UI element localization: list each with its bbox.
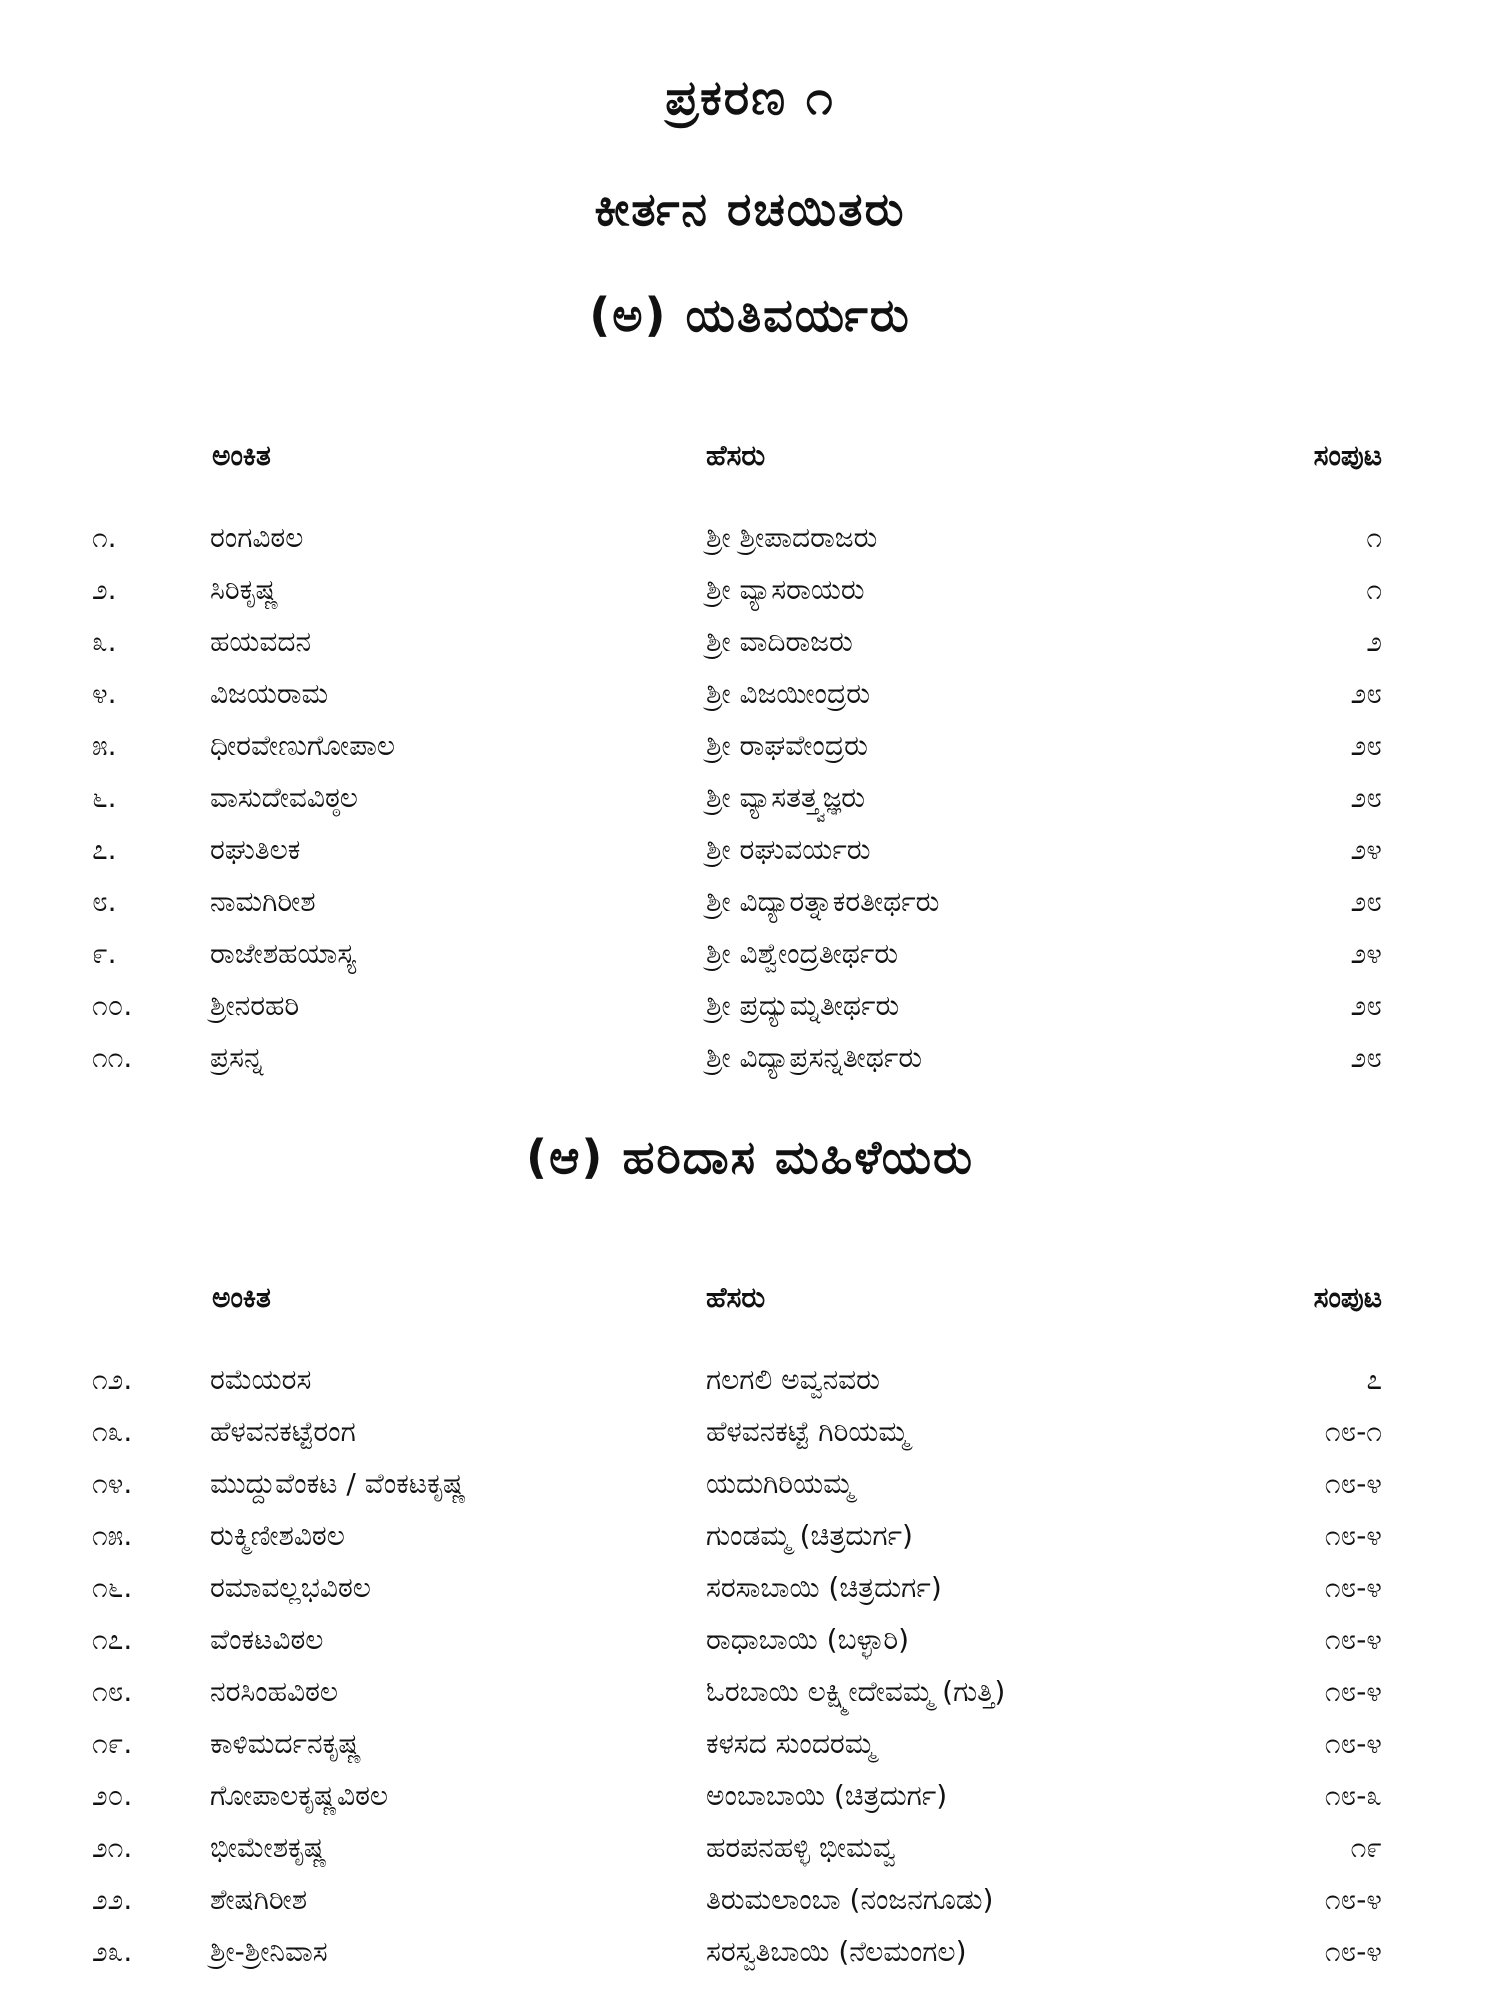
table-row — [0, 1770, 1500, 1822]
table-row — [0, 668, 1500, 720]
row-volume: ೧೮-೪ — [1324, 1519, 1382, 1552]
table-row — [0, 616, 1500, 668]
table-row — [0, 1406, 1500, 1458]
row-name: ಶ್ರೀ ಶ್ರೀಪಾದರಾಜರು — [706, 521, 878, 554]
row-volume: ೨೪ — [1350, 833, 1382, 866]
row-ankita: ರಘುತಿಲಕ — [210, 833, 301, 866]
row-name: ಶ್ರೀ ವಿದ್ಯಾರತ್ನಾಕರತೀರ್ಥರು — [706, 885, 940, 918]
chapter-heading: ಪ್ರಕರಣ ೧ — [665, 70, 835, 126]
row-volume: ೨೮ — [1350, 729, 1382, 762]
row-name: ಶ್ರೀ ವಿಜಯೀಂದ್ರರು — [706, 677, 870, 710]
row-ankita: ವಾಸುದೇವವಿಠ್ಠಲ — [210, 781, 358, 814]
row-ankita: ಭೀಮೇಶಕೃಷ್ಣ — [210, 1831, 327, 1864]
table-row — [0, 1562, 1500, 1614]
table-row — [0, 928, 1500, 980]
row-ankita: ಕಾಳಿಮರ್ದನಕೃಷ್ಣ — [210, 1727, 362, 1760]
row-name: ಶ್ರೀ ರಾಘವೇಂದ್ರರು — [706, 729, 868, 762]
row-ankita: ಸಿರಿಕೃಷ್ಣ — [210, 573, 279, 606]
row-volume: ೧೮-೪ — [1324, 1727, 1382, 1760]
row-ankita: ಗೋಪಾಲಕೃಷ್ಣವಿಠಲ — [210, 1779, 389, 1812]
row-number: ೧. — [92, 521, 117, 554]
row-name: ಶ್ರೀ ವಾದಿರಾಜರು — [706, 625, 853, 658]
row-volume: ೧೮-೧ — [1324, 1415, 1382, 1448]
row-name: ಸರಸ್ವತಿಬಾಯಿ (ನೆಲಮಂಗಲ) — [706, 1935, 967, 1968]
row-volume: ೭ — [1366, 1363, 1382, 1396]
column-header-ankita: ಅಂಕಿತ — [212, 439, 271, 472]
table-row — [0, 1510, 1500, 1562]
row-number: ೧೫. — [92, 1519, 133, 1552]
row-ankita: ಪ್ರಸನ್ನ — [210, 1041, 264, 1074]
row-number: ೧೩. — [92, 1415, 133, 1448]
row-volume: ೧ — [1366, 521, 1382, 554]
column-header-ankita: ಅಂಕಿತ — [212, 1281, 271, 1314]
row-number: ೭. — [92, 833, 117, 866]
row-volume: ೨೮ — [1350, 781, 1382, 814]
row-number: ೧೪. — [92, 1467, 133, 1500]
table-row — [0, 1032, 1500, 1084]
row-volume: ೧೮-೪ — [1324, 1467, 1382, 1500]
row-name: ಹರಪನಹಳ್ಳಿ ಭೀಮವ್ವ — [706, 1831, 896, 1864]
row-volume: ೧೮-೪ — [1324, 1571, 1382, 1604]
row-volume: ೨ — [1366, 625, 1382, 658]
row-number: ೧೭. — [92, 1623, 133, 1656]
section-a-table — [0, 430, 1500, 1084]
table-row — [0, 824, 1500, 876]
row-name: ಓರಬಾಯಿ ಲಕ್ಷ್ಮೀದೇವಮ್ಮ (ಗುತ್ತಿ) — [706, 1675, 1006, 1708]
section-a-rows — [0, 512, 1500, 1084]
row-number: ೨೦. — [92, 1779, 133, 1812]
row-ankita: ರಮೆಯರಸ — [210, 1363, 312, 1396]
row-ankita: ನರಸಿಂಹವಿಠಲ — [210, 1675, 339, 1708]
table-header — [0, 430, 1500, 482]
table-row — [0, 564, 1500, 616]
row-number: ೧೧. — [92, 1041, 133, 1074]
row-ankita: ಹೆಳವನಕಟ್ಟೆರಂಗ — [210, 1415, 356, 1448]
row-name: ಶ್ರೀ ಪ್ರದ್ಯುಮ್ನತೀರ್ಥರು — [706, 989, 900, 1022]
column-header-volume: ಸಂಪುಟ — [1313, 439, 1382, 472]
row-volume: ೨೮ — [1350, 1041, 1382, 1074]
row-ankita: ನಾಮಗಿರೀಶ — [210, 885, 316, 918]
row-name: ಗುಂಡಮ್ಮ (ಚಿತ್ರದುರ್ಗ) — [706, 1519, 913, 1552]
row-volume: ೧೮-೪ — [1324, 1623, 1382, 1656]
row-volume: ೧ — [1366, 573, 1382, 606]
section-b-rows — [0, 1354, 1500, 1978]
table-row — [0, 512, 1500, 564]
row-number: ೨೨. — [92, 1883, 133, 1916]
row-ankita: ರಾಜೇಶಹಯಾಸ್ಯ — [210, 937, 357, 970]
row-ankita: ಶ್ರೀನರಹರಿ — [210, 989, 300, 1022]
row-number: ೧೮. — [92, 1675, 133, 1708]
row-ankita: ರಮಾವಲ್ಲಭವಿಠಲ — [210, 1571, 371, 1604]
row-volume: ೧೮-೪ — [1324, 1883, 1382, 1916]
table-row — [0, 1874, 1500, 1926]
table-row — [0, 1926, 1500, 1978]
row-name: ಹೆಳವನಕಟ್ಟೆ ಗಿರಿಯಮ್ಮ — [706, 1415, 909, 1448]
row-volume: ೨೮ — [1350, 989, 1382, 1022]
row-ankita: ಧೀರವೇಣುಗೋಪಾಲ — [210, 729, 396, 762]
row-volume: ೨೮ — [1350, 677, 1382, 710]
row-number: ೧೨. — [92, 1363, 133, 1396]
row-name: ಶ್ರೀ ವ್ಯಾಸರಾಯರು — [706, 573, 865, 606]
row-ankita: ವಿಜಯರಾಮ — [210, 677, 329, 710]
table-row — [0, 1822, 1500, 1874]
row-name: ಗಲಗಲಿ ಅವ್ವನವರು — [706, 1363, 880, 1396]
row-volume: ೧೮-೪ — [1324, 1675, 1382, 1708]
row-number: ೨೧. — [92, 1831, 133, 1864]
table-header — [0, 1272, 1500, 1324]
table-row — [0, 772, 1500, 824]
column-header-volume: ಸಂಪುಟ — [1313, 1281, 1382, 1314]
row-volume: ೧೮-೩ — [1324, 1779, 1382, 1812]
row-ankita: ಶೇಷಗಿರೀಶ — [210, 1883, 308, 1916]
row-name: ಯದುಗಿರಿಯಮ್ಮ — [706, 1467, 854, 1500]
row-name: ಕಳಸದ ಸುಂದರಮ್ಮ — [706, 1727, 876, 1760]
row-volume: ೧೮-೪ — [1324, 1935, 1382, 1968]
table-row — [0, 1354, 1500, 1406]
row-name: ಶ್ರೀ ರಘುವರ್ಯರು — [706, 833, 871, 866]
row-name: ಅಂಬಾಬಾಯಿ (ಚಿತ್ರದುರ್ಗ) — [706, 1779, 948, 1812]
row-number: ೯. — [92, 937, 117, 970]
column-header-name: ಹೆಸರು — [706, 1281, 766, 1314]
table-row — [0, 980, 1500, 1032]
row-number: ೧೦. — [92, 989, 133, 1022]
row-number: ೩. — [92, 625, 117, 658]
section-b-heading: (ಆ) ಹರಿದಾಸ ಮಹಿಳೆಯರು — [526, 1130, 974, 1184]
table-row — [0, 1718, 1500, 1770]
page-title: ಕೀರ್ತನ ರಚಯಿತರು — [594, 182, 906, 236]
row-number: ೬. — [92, 781, 117, 814]
row-volume: ೨೪ — [1350, 937, 1382, 970]
row-ankita: ರಂಗವಿಠಲ — [210, 521, 304, 554]
row-number: ೮. — [92, 885, 117, 918]
row-ankita: ಮುದ್ದುವೆಂಕಟ / ವೆಂಕಟಕೃಷ್ಣ — [210, 1467, 466, 1500]
table-row — [0, 1666, 1500, 1718]
section-a-heading: (ಅ) ಯತಿವರ್ಯರು — [589, 288, 911, 342]
row-volume: ೨೮ — [1350, 885, 1382, 918]
row-ankita: ಶ್ರೀ-ಶ್ರೀನಿವಾಸ — [210, 1935, 328, 1968]
row-number: ೨. — [92, 573, 117, 606]
row-name: ಶ್ರೀ ವಿಶ್ವೇಂದ್ರತೀರ್ಥರು — [706, 937, 899, 970]
table-row — [0, 876, 1500, 928]
table-row — [0, 1458, 1500, 1510]
row-number: ೪. — [92, 677, 117, 710]
row-ankita: ರುಕ್ಮಿಣೀಶವಿಠಲ — [210, 1519, 345, 1552]
row-number: ೧೬. — [92, 1571, 133, 1604]
row-name: ಸರಸಾಬಾಯಿ (ಚಿತ್ರದುರ್ಗ) — [706, 1571, 942, 1604]
section-b-table — [0, 1272, 1500, 1978]
row-number: ೫. — [92, 729, 117, 762]
row-ankita: ವೆಂಕಟವಿಠಲ — [210, 1623, 324, 1656]
row-name: ತಿರುಮಲಾಂಬಾ (ನಂಜನಗೂಡು) — [706, 1883, 994, 1916]
row-volume: ೧೯ — [1350, 1831, 1382, 1864]
column-header-name: ಹೆಸರು — [706, 439, 766, 472]
row-number: ೨೩. — [92, 1935, 133, 1968]
row-name: ಶ್ರೀ ವ್ಯಾಸತತ್ತ್ವಜ್ಞರು — [706, 781, 865, 814]
row-name: ರಾಧಾಬಾಯಿ (ಬಳ್ಳಾರಿ) — [706, 1623, 910, 1656]
row-name: ಶ್ರೀ ವಿದ್ಯಾಪ್ರಸನ್ನತೀರ್ಥರು — [706, 1041, 923, 1074]
table-row — [0, 720, 1500, 772]
row-ankita: ಹಯವದನ — [210, 625, 312, 658]
table-row — [0, 1614, 1500, 1666]
row-number: ೧೯. — [92, 1727, 133, 1760]
